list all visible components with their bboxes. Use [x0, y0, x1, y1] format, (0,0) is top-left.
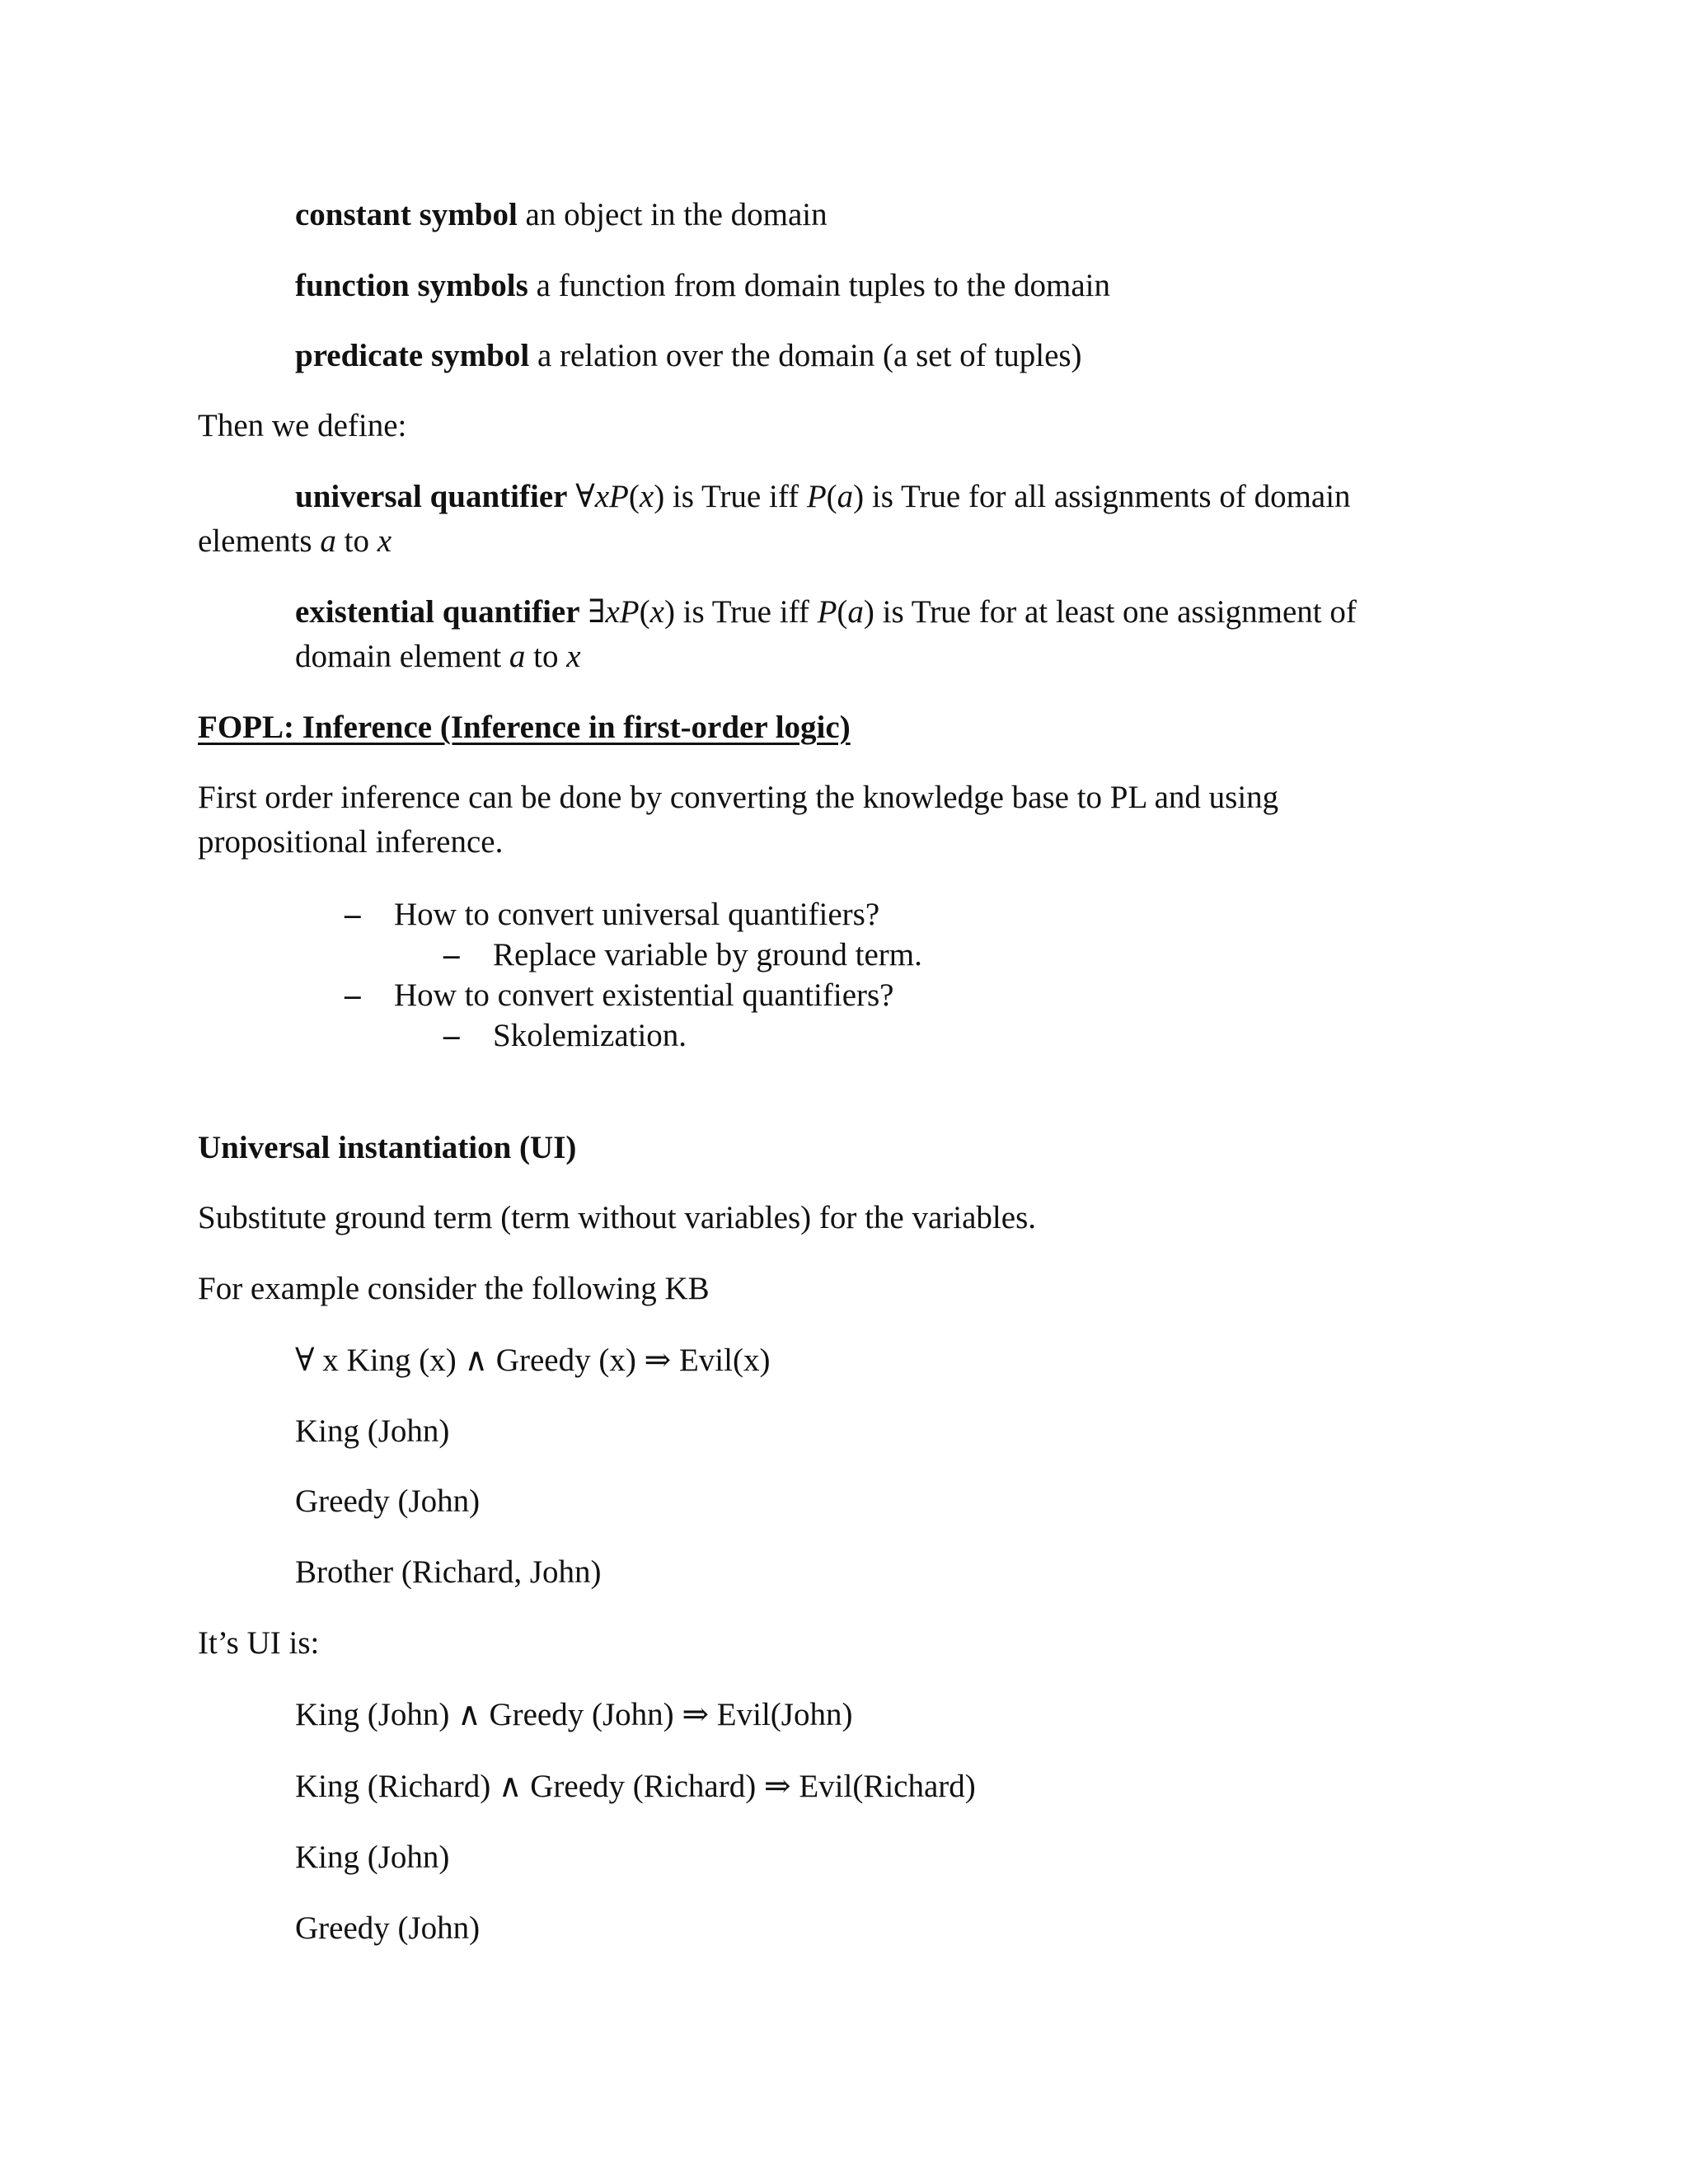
- its-ui-label: It’s UI is:: [198, 1625, 320, 1661]
- sub-bullet-item: Replace variable by ground term.: [493, 937, 922, 972]
- var: x: [605, 594, 620, 630]
- bullet-item: How to convert existential quantifiers?: [394, 977, 894, 1013]
- var: x: [649, 594, 664, 630]
- sub-bullet-item: Skolemization.: [493, 1018, 687, 1053]
- section-heading-universal-instantiation: Universal instantiation (UI): [198, 1130, 577, 1165]
- definition-desc: a relation over the domain (a set of tuples): [537, 338, 1082, 373]
- definition-term: constant symbol: [295, 197, 518, 232]
- kb-sentence: ∀ x King (x) ∧ Greedy (x) ⇒ Evil(x): [295, 1343, 771, 1378]
- existential-quantifier-line2: [295, 635, 581, 679]
- definition-desc: an object in the domain: [525, 197, 828, 232]
- term: existential quantifier: [295, 594, 580, 630]
- section-heading-fopl-inference: FOPL: Inference (Inference in first-order logic): [198, 710, 851, 745]
- forall-symbol: ∀: [575, 479, 595, 514]
- text: ) is True for all assignments of domain: [853, 479, 1351, 514]
- then-define-text: Then we define:: [198, 408, 407, 443]
- text: to: [335, 523, 377, 559]
- ui-result-sentence: Greedy (John): [295, 1910, 481, 1946]
- var: x: [594, 479, 610, 514]
- definition-function: [295, 264, 1110, 308]
- dash-bullet-icon: –: [443, 937, 460, 972]
- text: domain element: [295, 639, 509, 674]
- intro-paragraph-line1: First order inference can be done by converting the knowledge base to PL and using: [198, 780, 1279, 815]
- ui-result-sentence: King (John) ∧ Greedy (John) ⇒ Evil(John): [295, 1697, 853, 1732]
- pred: P: [619, 594, 640, 630]
- var: x: [377, 523, 392, 559]
- universal-quantifier-line1: [295, 475, 1351, 519]
- var: x: [566, 639, 581, 674]
- var: a: [320, 523, 336, 559]
- universal-quantifier-line2: [198, 519, 392, 564]
- kb-sentence: Brother (Richard, John): [295, 1554, 602, 1590]
- paren: (: [639, 594, 650, 630]
- var: a: [847, 594, 864, 630]
- var: a: [837, 479, 854, 514]
- existential-quantifier-line1: [295, 590, 1357, 635]
- bullet-item: How to convert universal quantifiers?: [394, 897, 880, 932]
- text: elements: [198, 523, 321, 559]
- text: to: [525, 639, 567, 674]
- paren: (: [628, 479, 640, 514]
- definition-term: function symbols: [295, 268, 528, 303]
- dash-bullet-icon: –: [443, 1018, 460, 1053]
- paren: (: [826, 479, 837, 514]
- exists-symbol: ∃: [588, 594, 606, 630]
- term: universal quantifier: [295, 479, 568, 514]
- definition-constant: [295, 193, 828, 237]
- example-intro: For example consider the following KB: [198, 1271, 710, 1306]
- var: a: [509, 639, 526, 674]
- dash-bullet-icon: –: [345, 897, 361, 932]
- definition-term: predicate symbol: [295, 338, 530, 373]
- dash-bullet-icon: –: [345, 977, 361, 1013]
- definition-predicate: [295, 334, 1082, 378]
- kb-sentence: Greedy (John): [295, 1483, 481, 1519]
- text: ) is True iff: [663, 594, 818, 630]
- ui-result-sentence: King (John): [295, 1840, 450, 1875]
- pred: P: [609, 479, 629, 514]
- text: ) is True iff: [654, 479, 807, 514]
- text: ) is True for at least one assignment of: [863, 594, 1357, 630]
- definition-desc: a function from domain tuples to the domain: [536, 268, 1111, 303]
- ui-result-sentence: King (Richard) ∧ Greedy (Richard) ⇒ Evil(Richard): [295, 1769, 976, 1804]
- pred: P: [806, 479, 827, 514]
- kb-sentence: King (John): [295, 1413, 450, 1449]
- var: x: [639, 479, 654, 514]
- ui-description: Substitute ground term (term without variables) for the variables.: [198, 1200, 1036, 1235]
- pred: P: [817, 594, 837, 630]
- paren: (: [837, 594, 848, 630]
- intro-paragraph-line2: propositional inference.: [198, 824, 504, 860]
